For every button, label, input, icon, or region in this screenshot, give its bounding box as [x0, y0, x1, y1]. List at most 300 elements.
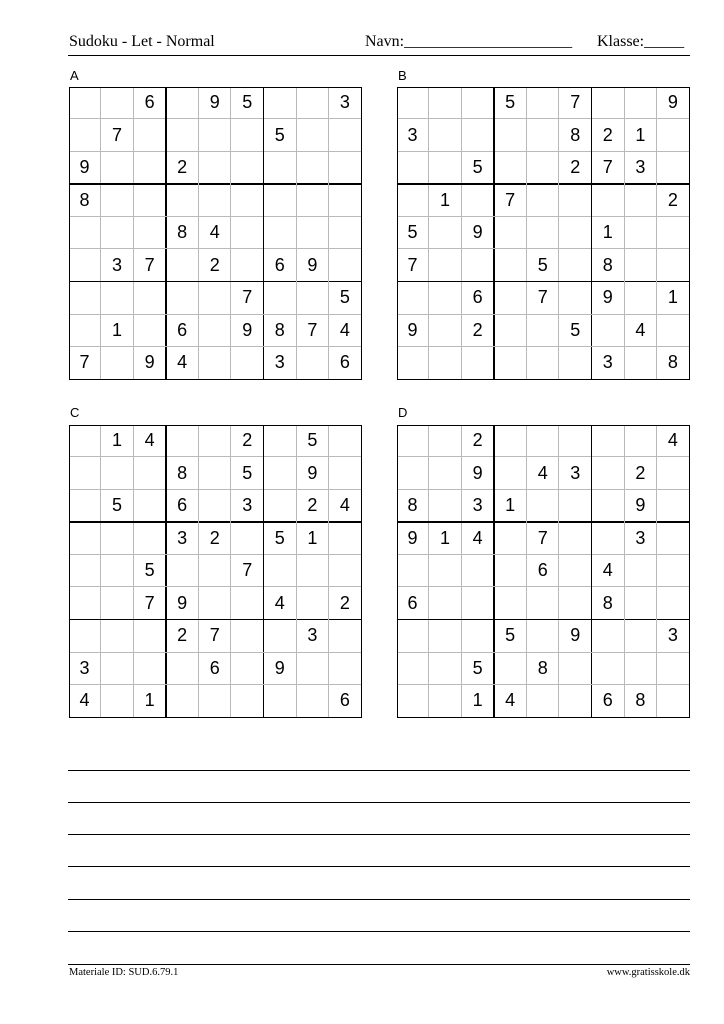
empty-cell[interactable]	[68, 216, 101, 249]
empty-cell[interactable]	[329, 554, 362, 587]
given-digit-cell: 2	[472, 319, 483, 340]
empty-cell[interactable]	[526, 489, 559, 522]
given-digit-cell: 6	[339, 690, 350, 711]
empty-cell[interactable]	[429, 620, 462, 653]
given-digit-cell: 6	[144, 91, 155, 112]
given-digit-cell: 8	[602, 254, 613, 275]
empty-cell[interactable]	[657, 522, 690, 555]
empty-cell[interactable]	[526, 587, 559, 620]
empty-cell[interactable]	[329, 216, 362, 249]
empty-cell[interactable]	[526, 424, 559, 457]
empty-cell[interactable]	[396, 685, 429, 718]
empty-cell[interactable]	[198, 489, 231, 522]
empty-cell[interactable]	[296, 216, 329, 249]
given-digit-cell: 1	[112, 319, 123, 340]
empty-cell[interactable]	[592, 86, 625, 119]
writing-line	[68, 770, 690, 771]
empty-cell[interactable]	[461, 554, 494, 587]
given-digit-cell: 4	[505, 690, 516, 711]
given-digit-cell: 2	[209, 254, 220, 275]
given-digit-cell: 5	[274, 124, 285, 145]
empty-cell[interactable]	[166, 184, 199, 217]
empty-cell[interactable]	[494, 249, 527, 282]
empty-cell[interactable]	[101, 347, 134, 380]
empty-cell[interactable]	[396, 184, 429, 217]
empty-cell[interactable]	[329, 424, 362, 457]
empty-cell[interactable]	[429, 86, 462, 119]
empty-cell[interactable]	[166, 119, 199, 152]
empty-cell[interactable]	[396, 554, 429, 587]
empty-cell[interactable]	[198, 685, 231, 718]
empty-cell[interactable]	[264, 620, 297, 653]
writing-line	[68, 899, 690, 900]
empty-cell[interactable]	[396, 282, 429, 315]
empty-cell[interactable]	[198, 457, 231, 490]
given-digit-cell: 9	[635, 495, 646, 516]
given-digit-cell: 9	[570, 625, 581, 646]
given-digit-cell: 5	[274, 527, 285, 548]
given-digit-cell: 8	[274, 319, 285, 340]
given-digit-cell: 2	[570, 157, 581, 178]
puzzle-label-c: C	[70, 405, 80, 420]
empty-cell[interactable]	[624, 282, 657, 315]
empty-cell[interactable]	[429, 216, 462, 249]
empty-cell[interactable]	[68, 424, 101, 457]
empty-cell[interactable]	[461, 119, 494, 152]
given-digit-cell: 8	[667, 352, 678, 373]
empty-cell[interactable]	[429, 685, 462, 718]
empty-cell[interactable]	[592, 652, 625, 685]
empty-cell[interactable]	[559, 424, 592, 457]
empty-cell[interactable]	[396, 347, 429, 380]
given-digit-cell: 9	[472, 462, 483, 483]
empty-cell[interactable]	[101, 457, 134, 490]
empty-cell[interactable]	[429, 457, 462, 490]
empty-cell[interactable]	[461, 620, 494, 653]
empty-cell[interactable]	[296, 554, 329, 587]
empty-cell[interactable]	[559, 184, 592, 217]
given-digit-cell: 6	[209, 657, 220, 678]
empty-cell[interactable]	[559, 249, 592, 282]
empty-cell[interactable]	[657, 554, 690, 587]
empty-cell[interactable]	[101, 184, 134, 217]
empty-cell[interactable]	[396, 652, 429, 685]
empty-cell[interactable]	[166, 554, 199, 587]
empty-cell[interactable]	[198, 587, 231, 620]
given-digit-cell: 4	[339, 319, 350, 340]
empty-cell[interactable]	[68, 489, 101, 522]
empty-cell[interactable]	[68, 457, 101, 490]
worksheet-title: Sudoku - Let - Normal	[69, 33, 215, 50]
empty-cell[interactable]	[559, 489, 592, 522]
empty-cell[interactable]	[231, 347, 264, 380]
puzzle-label-a: A	[70, 68, 79, 83]
empty-cell[interactable]	[396, 457, 429, 490]
empty-cell[interactable]	[657, 652, 690, 685]
sudoku-grid-c	[69, 425, 362, 718]
empty-cell[interactable]	[592, 424, 625, 457]
empty-cell[interactable]	[166, 282, 199, 315]
empty-cell[interactable]	[657, 119, 690, 152]
empty-cell[interactable]	[429, 587, 462, 620]
empty-cell[interactable]	[329, 249, 362, 282]
empty-cell[interactable]	[133, 119, 166, 152]
empty-cell[interactable]	[592, 620, 625, 653]
empty-cell[interactable]	[133, 522, 166, 555]
empty-cell[interactable]	[526, 86, 559, 119]
empty-cell[interactable]	[494, 314, 527, 347]
empty-cell[interactable]	[461, 86, 494, 119]
given-digit-cell: 3	[407, 124, 418, 145]
given-digit-cell: 4	[472, 527, 483, 548]
given-digit-cell: 4	[537, 462, 548, 483]
empty-cell[interactable]	[296, 685, 329, 718]
given-digit-cell: 1	[440, 189, 451, 210]
given-digit-cell: 2	[635, 462, 646, 483]
given-digit-cell: 4	[177, 352, 188, 373]
empty-cell[interactable]	[101, 685, 134, 718]
empty-cell[interactable]	[68, 86, 101, 119]
given-digit-cell: 1	[144, 690, 155, 711]
empty-cell[interactable]	[657, 216, 690, 249]
empty-cell[interactable]	[296, 151, 329, 184]
given-digit-cell: 5	[472, 157, 483, 178]
given-digit-cell: 5	[242, 91, 253, 112]
empty-cell[interactable]	[133, 314, 166, 347]
empty-cell[interactable]	[396, 424, 429, 457]
empty-cell[interactable]	[429, 249, 462, 282]
empty-cell[interactable]	[624, 620, 657, 653]
empty-cell[interactable]	[329, 620, 362, 653]
empty-cell[interactable]	[494, 282, 527, 315]
empty-cell[interactable]	[264, 216, 297, 249]
empty-cell[interactable]	[68, 620, 101, 653]
empty-cell[interactable]	[461, 184, 494, 217]
header-divider	[68, 55, 690, 56]
empty-cell[interactable]	[657, 457, 690, 490]
empty-cell[interactable]	[101, 282, 134, 315]
empty-cell[interactable]	[657, 151, 690, 184]
empty-cell[interactable]	[166, 86, 199, 119]
given-digit-cell: 9	[407, 319, 418, 340]
empty-cell[interactable]	[296, 86, 329, 119]
empty-cell[interactable]	[624, 587, 657, 620]
given-digit-cell: 2	[177, 157, 188, 178]
empty-cell[interactable]	[329, 522, 362, 555]
empty-cell[interactable]	[133, 620, 166, 653]
given-digit-cell: 7	[112, 124, 123, 145]
empty-cell[interactable]	[296, 184, 329, 217]
given-digit-cell: 9	[602, 287, 613, 308]
given-digit-cell: 4	[79, 690, 90, 711]
empty-cell[interactable]	[231, 184, 264, 217]
given-digit-cell: 3	[667, 625, 678, 646]
given-digit-cell: 7	[537, 527, 548, 548]
given-digit-cell: 8	[635, 690, 646, 711]
class-field-label: Klasse:_____	[597, 33, 685, 50]
empty-cell[interactable]	[494, 554, 527, 587]
empty-cell[interactable]	[198, 119, 231, 152]
empty-cell[interactable]	[166, 249, 199, 282]
empty-cell[interactable]	[296, 119, 329, 152]
given-digit-cell: 7	[242, 287, 253, 308]
empty-cell[interactable]	[526, 119, 559, 152]
given-digit-cell: 4	[209, 222, 220, 243]
empty-cell[interactable]	[559, 652, 592, 685]
empty-cell[interactable]	[101, 522, 134, 555]
sudoku-grid-b	[397, 87, 690, 380]
empty-cell[interactable]	[264, 424, 297, 457]
empty-cell[interactable]	[198, 424, 231, 457]
given-digit-cell: 3	[242, 495, 253, 516]
given-digit-cell: 7	[79, 352, 90, 373]
empty-cell[interactable]	[133, 216, 166, 249]
empty-cell[interactable]	[68, 554, 101, 587]
empty-cell[interactable]	[624, 554, 657, 587]
empty-cell[interactable]	[264, 489, 297, 522]
empty-cell[interactable]	[429, 119, 462, 152]
given-digit-cell: 7	[209, 625, 220, 646]
empty-cell[interactable]	[657, 249, 690, 282]
empty-cell[interactable]	[592, 457, 625, 490]
empty-cell[interactable]	[264, 184, 297, 217]
empty-cell[interactable]	[657, 489, 690, 522]
empty-cell[interactable]	[101, 151, 134, 184]
given-digit-cell: 5	[144, 560, 155, 581]
empty-cell[interactable]	[559, 554, 592, 587]
empty-cell[interactable]	[68, 587, 101, 620]
writing-line	[68, 834, 690, 835]
empty-cell[interactable]	[133, 489, 166, 522]
empty-cell[interactable]	[198, 151, 231, 184]
empty-cell[interactable]	[166, 424, 199, 457]
writing-line	[68, 931, 690, 932]
empty-cell[interactable]	[494, 424, 527, 457]
given-digit-cell: 5	[307, 429, 318, 450]
given-digit-cell: 6	[274, 254, 285, 275]
empty-cell[interactable]	[494, 522, 527, 555]
given-digit-cell: 9	[177, 592, 188, 613]
given-digit-cell: 8	[177, 222, 188, 243]
given-digit-cell: 7	[602, 157, 613, 178]
empty-cell[interactable]	[461, 347, 494, 380]
empty-cell[interactable]	[133, 652, 166, 685]
empty-cell[interactable]	[526, 685, 559, 718]
empty-cell[interactable]	[231, 216, 264, 249]
empty-cell[interactable]	[198, 184, 231, 217]
empty-cell[interactable]	[559, 347, 592, 380]
empty-cell[interactable]	[429, 424, 462, 457]
given-digit-cell: 1	[472, 690, 483, 711]
empty-cell[interactable]	[133, 457, 166, 490]
empty-cell[interactable]	[559, 587, 592, 620]
empty-cell[interactable]	[559, 216, 592, 249]
empty-cell[interactable]	[494, 652, 527, 685]
empty-cell[interactable]	[264, 685, 297, 718]
empty-cell[interactable]	[166, 652, 199, 685]
empty-cell[interactable]	[68, 282, 101, 315]
empty-cell[interactable]	[494, 119, 527, 152]
empty-cell[interactable]	[624, 424, 657, 457]
empty-cell[interactable]	[296, 282, 329, 315]
empty-cell[interactable]	[592, 522, 625, 555]
empty-cell[interactable]	[101, 554, 134, 587]
empty-cell[interactable]	[296, 652, 329, 685]
empty-cell[interactable]	[264, 86, 297, 119]
empty-cell[interactable]	[329, 184, 362, 217]
empty-cell[interactable]	[231, 685, 264, 718]
empty-cell[interactable]	[624, 249, 657, 282]
given-digit-cell: 9	[472, 222, 483, 243]
given-digit-cell: 8	[79, 189, 90, 210]
given-digit-cell: 9	[79, 157, 90, 178]
empty-cell[interactable]	[101, 216, 134, 249]
empty-cell[interactable]	[231, 587, 264, 620]
empty-cell[interactable]	[329, 119, 362, 152]
given-digit-cell: 3	[602, 352, 613, 373]
given-digit-cell: 7	[537, 287, 548, 308]
empty-cell[interactable]	[264, 457, 297, 490]
empty-cell[interactable]	[133, 151, 166, 184]
puzzle-label-b: B	[398, 68, 407, 83]
given-digit-cell: 8	[602, 592, 613, 613]
empty-cell[interactable]	[429, 489, 462, 522]
empty-cell[interactable]	[166, 685, 199, 718]
empty-cell[interactable]	[494, 457, 527, 490]
given-digit-cell: 1	[635, 124, 646, 145]
empty-cell[interactable]	[101, 587, 134, 620]
empty-cell[interactable]	[68, 522, 101, 555]
empty-cell[interactable]	[231, 249, 264, 282]
given-digit-cell: 4	[602, 560, 613, 581]
empty-cell[interactable]	[624, 86, 657, 119]
given-digit-cell: 3	[472, 495, 483, 516]
given-digit-cell: 5	[339, 287, 350, 308]
given-digit-cell: 1	[602, 222, 613, 243]
empty-cell[interactable]	[494, 587, 527, 620]
empty-cell[interactable]	[231, 522, 264, 555]
empty-cell[interactable]	[461, 587, 494, 620]
empty-cell[interactable]	[494, 151, 527, 184]
empty-cell[interactable]	[559, 522, 592, 555]
empty-cell[interactable]	[559, 282, 592, 315]
empty-cell[interactable]	[296, 347, 329, 380]
empty-cell[interactable]	[133, 282, 166, 315]
empty-cell[interactable]	[526, 151, 559, 184]
empty-cell[interactable]	[526, 620, 559, 653]
empty-cell[interactable]	[559, 685, 592, 718]
empty-cell[interactable]	[68, 249, 101, 282]
given-digit-cell: 2	[667, 189, 678, 210]
writing-line	[68, 866, 690, 867]
given-digit-cell: 5	[537, 254, 548, 275]
empty-cell[interactable]	[592, 314, 625, 347]
empty-cell[interactable]	[133, 184, 166, 217]
empty-cell[interactable]	[231, 151, 264, 184]
empty-cell[interactable]	[592, 184, 625, 217]
empty-cell[interactable]	[429, 554, 462, 587]
empty-cell[interactable]	[526, 216, 559, 249]
empty-cell[interactable]	[101, 652, 134, 685]
empty-cell[interactable]	[429, 151, 462, 184]
given-digit-cell: 2	[242, 429, 253, 450]
footer-divider	[68, 964, 690, 965]
empty-cell[interactable]	[429, 282, 462, 315]
empty-cell[interactable]	[198, 554, 231, 587]
given-digit-cell: 4	[635, 319, 646, 340]
empty-cell[interactable]	[429, 347, 462, 380]
given-digit-cell: 3	[177, 527, 188, 548]
empty-cell[interactable]	[101, 86, 134, 119]
empty-cell[interactable]	[264, 554, 297, 587]
given-digit-cell: 1	[112, 429, 123, 450]
empty-cell[interactable]	[526, 184, 559, 217]
empty-cell[interactable]	[429, 652, 462, 685]
empty-cell[interactable]	[231, 620, 264, 653]
empty-cell[interactable]	[494, 347, 527, 380]
given-digit-cell: 2	[307, 495, 318, 516]
empty-cell[interactable]	[592, 489, 625, 522]
empty-cell[interactable]	[329, 151, 362, 184]
sudoku-grid-a	[69, 87, 362, 380]
empty-cell[interactable]	[264, 151, 297, 184]
given-digit-cell: 7	[242, 560, 253, 581]
empty-cell[interactable]	[494, 216, 527, 249]
empty-cell[interactable]	[396, 620, 429, 653]
empty-cell[interactable]	[68, 314, 101, 347]
empty-cell[interactable]	[198, 347, 231, 380]
given-digit-cell: 5	[112, 495, 123, 516]
empty-cell[interactable]	[231, 119, 264, 152]
sudoku-grid-d	[397, 425, 690, 718]
website-url: www.gratisskole.dk	[606, 967, 690, 978]
empty-cell[interactable]	[396, 86, 429, 119]
given-digit-cell: 5	[505, 625, 516, 646]
empty-cell[interactable]	[657, 685, 690, 718]
empty-cell[interactable]	[101, 620, 134, 653]
empty-cell[interactable]	[461, 249, 494, 282]
empty-cell[interactable]	[624, 347, 657, 380]
given-digit-cell: 3	[570, 462, 581, 483]
empty-cell[interactable]	[526, 347, 559, 380]
empty-cell[interactable]	[198, 314, 231, 347]
given-digit-cell: 5	[570, 319, 581, 340]
given-digit-cell: 3	[339, 91, 350, 112]
empty-cell[interactable]	[198, 282, 231, 315]
empty-cell[interactable]	[657, 587, 690, 620]
empty-cell[interactable]	[329, 457, 362, 490]
given-digit-cell: 9	[242, 319, 253, 340]
empty-cell[interactable]	[396, 151, 429, 184]
empty-cell[interactable]	[264, 282, 297, 315]
given-digit-cell: 6	[177, 495, 188, 516]
empty-cell[interactable]	[526, 314, 559, 347]
empty-cell[interactable]	[624, 652, 657, 685]
empty-cell[interactable]	[624, 216, 657, 249]
given-digit-cell: 2	[177, 625, 188, 646]
given-digit-cell: 3	[79, 657, 90, 678]
empty-cell[interactable]	[429, 314, 462, 347]
empty-cell[interactable]	[329, 652, 362, 685]
given-digit-cell: 9	[307, 254, 318, 275]
given-digit-cell: 1	[440, 527, 451, 548]
empty-cell[interactable]	[296, 587, 329, 620]
empty-cell[interactable]	[657, 314, 690, 347]
empty-cell[interactable]	[624, 184, 657, 217]
empty-cell[interactable]	[231, 652, 264, 685]
given-digit-cell: 2	[602, 124, 613, 145]
empty-cell[interactable]	[68, 119, 101, 152]
